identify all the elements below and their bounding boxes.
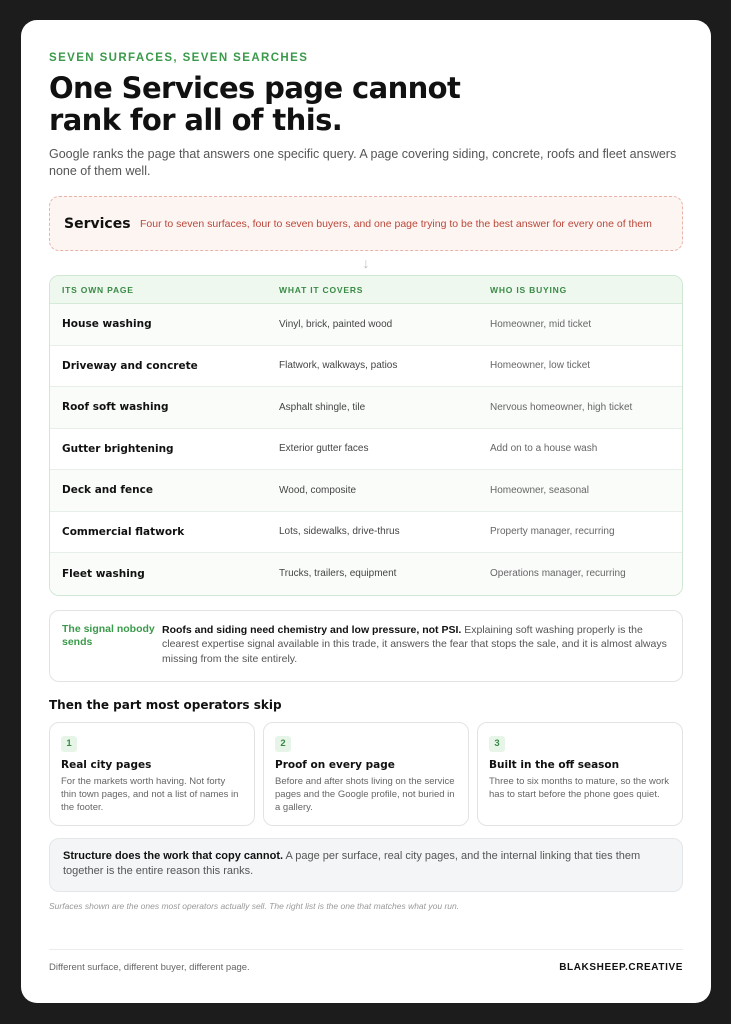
eyebrow: SEVEN SURFACES, SEVEN SEARCHES (49, 52, 309, 64)
table-row (50, 346, 682, 388)
row-covers: Wood, composite (279, 484, 357, 496)
step-body: For the markets worth having. Not forty thin town pages, and not a list of names in the footer. (61, 775, 239, 813)
services-box (49, 196, 683, 251)
steps-row (49, 722, 683, 826)
row-buyer: Operations manager, recurring (490, 568, 626, 580)
footnote: Surfaces shown are the ones most operators actually sell. The right list is the one that matches what you run. (49, 900, 460, 911)
header-covers: WHAT IT COVERS (279, 284, 364, 295)
row-buyer: Homeowner, mid ticket (490, 318, 592, 330)
signal-body: Explaining soft washing properly is the clearest expertise signal available in this trade, it answers the fear that stops the sale, and it is almost always missing from the site entirely. (162, 623, 667, 665)
row-covers: Asphalt shingle, tile (279, 401, 366, 413)
structure-callout (49, 838, 683, 892)
step-title: Proof on every page (275, 758, 395, 771)
structure-bold: Structure does the work that copy cannot. (63, 849, 284, 862)
step-body: Before and after shots living on the service pages and the Google profile, not buried in a gallery. (275, 775, 455, 813)
table-body (50, 304, 682, 595)
signal-bold: Roofs and siding need chemistry and low pressure, not PSI. (162, 623, 462, 636)
row-page: Gutter brightening (62, 442, 174, 455)
step-title: Real city pages (61, 758, 152, 771)
signal-callout (49, 610, 683, 682)
row-covers: Vinyl, brick, painted wood (279, 318, 393, 330)
row-covers: Trucks, trailers, equipment (279, 568, 397, 580)
lede: Google ranks the page that answers one specific query. A page covering siding, concrete, roofs and fleet answers none of them well. (49, 147, 677, 178)
table-row (50, 553, 682, 595)
row-covers: Exterior gutter faces (279, 443, 369, 455)
table-row (50, 470, 682, 512)
row-buyer: Nervous homeowner, high ticket (490, 401, 633, 413)
row-page: Commercial flatwork (62, 525, 185, 538)
step-number: 2 (275, 736, 291, 752)
row-covers: Lots, sidewalks, drive-thrus (279, 526, 400, 538)
step-card (263, 722, 469, 826)
services-text: Four to seven surfaces, four to seven buyers, and one page trying to be the best answer for every one of them (140, 217, 652, 230)
signal-text (162, 623, 670, 669)
signal-label: The signal nobody sends (62, 622, 155, 648)
page-title: One Services page cannot rank for all of this. (49, 71, 461, 137)
table-header (50, 276, 682, 304)
step-number: 1 (61, 736, 77, 752)
header-buyer: WHO IS BUYING (490, 284, 567, 295)
row-buyer: Homeowner, low ticket (490, 360, 591, 372)
structure-body: A page per surface, real city pages, and the internal linking that ties them together is the entire reason this ranks. (63, 849, 641, 877)
table-row (50, 429, 682, 471)
row-buyer: Add on to a house wash (490, 443, 598, 455)
page-card (21, 20, 711, 1003)
row-page: Roof soft washing (62, 401, 169, 414)
row-covers: Flatwork, walkways, patios (279, 360, 398, 372)
header-own-page: ITS OWN PAGE (62, 284, 134, 295)
brand-logo: BLAKSHEEP.CREATIVE (559, 962, 683, 973)
services-label: Services (64, 215, 131, 232)
table-row (50, 387, 682, 429)
arrow-down-icon: ↓ (362, 255, 370, 271)
step-card (477, 722, 683, 826)
table-row (50, 304, 682, 346)
table-row (50, 512, 682, 554)
step-number: 3 (489, 736, 505, 752)
surfaces-table (49, 275, 683, 596)
footer-tagline: Different surface, different buyer, different page. (49, 962, 250, 973)
row-buyer: Homeowner, seasonal (490, 484, 589, 496)
footer (49, 949, 683, 973)
step-title: Built in the off season (489, 758, 620, 771)
row-buyer: Property manager, recurring (490, 526, 615, 538)
step-card (49, 722, 255, 826)
step-body: Three to six months to mature, so the work has to start before the phone goes quiet. (489, 775, 670, 800)
row-page: House washing (62, 318, 152, 331)
row-page: Driveway and concrete (62, 359, 198, 372)
row-page: Deck and fence (62, 484, 153, 497)
steps-heading: Then the part most operators skip (49, 697, 282, 712)
row-page: Fleet washing (62, 567, 145, 580)
